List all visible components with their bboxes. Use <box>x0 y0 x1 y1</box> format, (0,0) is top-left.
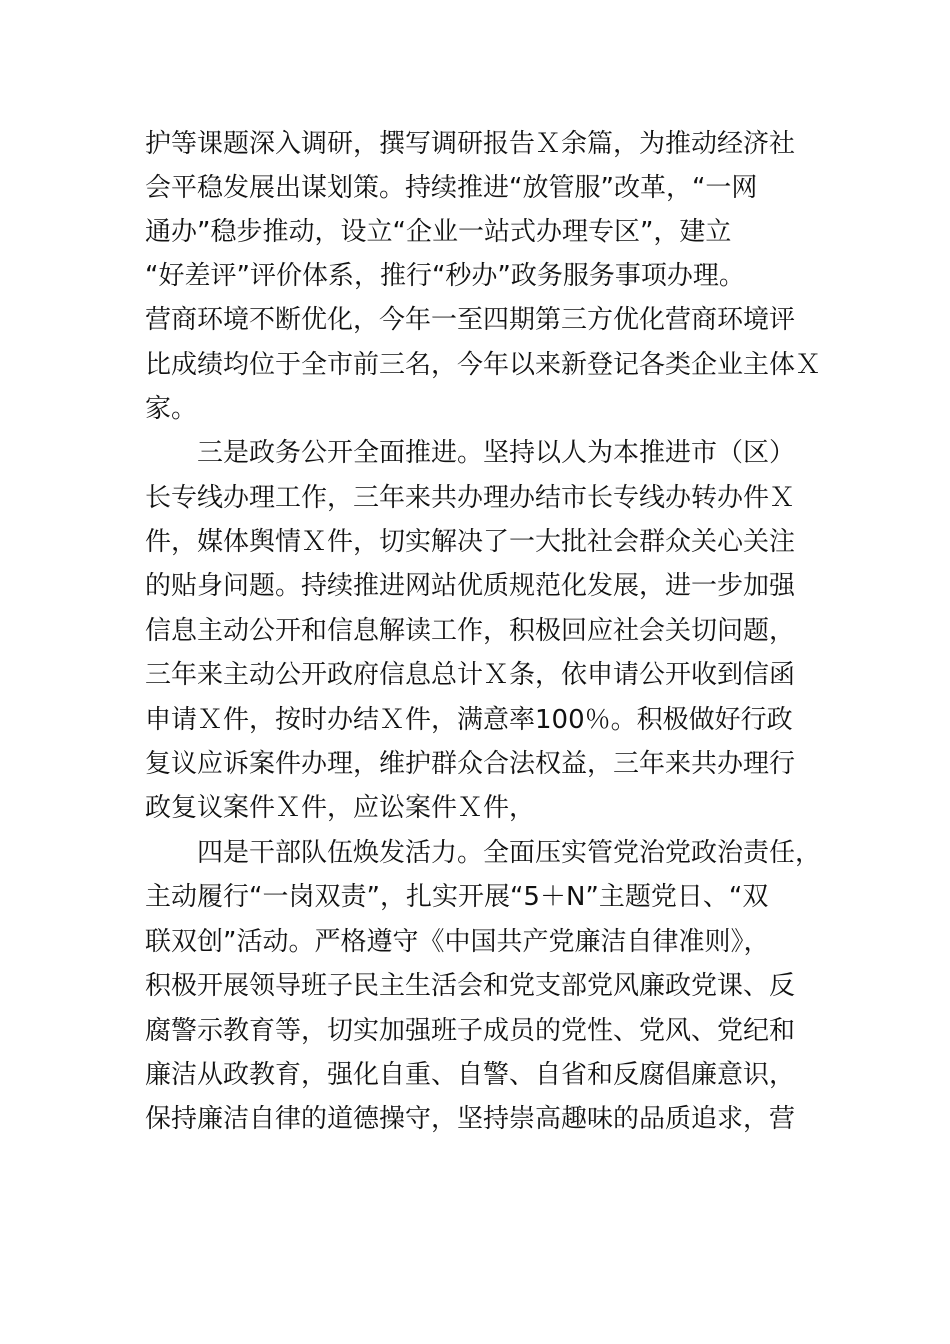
paragraph-2-line-5: 信息主动公开和信息解读工作，积极回应社会关切问题， <box>145 616 796 646</box>
paragraph-3-line-5: 腐警示教育等，切实加强班子成员的党性、党风、党纪和 <box>145 1016 796 1046</box>
paragraph-1-line-7: 家。 <box>145 394 198 424</box>
paragraph-3-heading-line: 四是干部队伍焕发活力。全面压实管党治党政治责任， <box>197 838 822 868</box>
paragraph-1-line-3: 通办”稳步推动，设立“企业一站式办理专区”，建立 <box>145 217 732 247</box>
paragraph-2-heading-line: 三是政务公开全面推进。坚持以人为本推进市（区） <box>197 438 796 468</box>
paragraph-1-line-5: 营商环境不断优化，今年一至四期第三方优化营商环境评 <box>145 305 796 335</box>
paragraph-1-line-2: 会平稳发展出谋划策。持续推进“放管服”改革，“一网 <box>145 173 758 203</box>
paragraph-2-line-8: 复议应诉案件办理，维护群众合法权益，三年来共办理行 <box>145 749 796 779</box>
paragraph-2-line-3: 件，媒体舆情Ｘ件，切实解决了一大批社会群众关心关注 <box>145 527 796 557</box>
paragraph-2-line-7: 申请Ｘ件，按时办结Ｘ件，满意率100％。积极做好行政 <box>145 705 793 735</box>
paragraph-2-line-9: 政复议案件Ｘ件，应讼案件Ｘ件， <box>145 793 536 823</box>
paragraph-2-line-4: 的贴身问题。持续推进网站优质规范化发展，进一步加强 <box>145 571 796 601</box>
paragraph-2-line-2: 长专线办理工作，三年来共办理办结市长专线办转办件Ｘ <box>145 483 796 513</box>
paragraph-1-line-6: 比成绩均位于全市前三名，今年以来新登记各类企业主体Ｘ <box>145 350 822 380</box>
paragraph-1-line-1: 护等课题深入调研，撰写调研报告Ｘ余篇，为推动经济社 <box>145 129 796 159</box>
paragraph-3-line-4: 积极开展领导班子民主生活会和党支部党风廉政党课、反 <box>145 971 796 1001</box>
paragraph-3-line-7: 保持廉洁自律的道德操守，坚持崇高趣味的品质追求，营 <box>145 1104 796 1134</box>
paragraph-3-line-3: 联双创”活动。严格遵守《中国共产党廉洁自律准则》， <box>145 927 770 957</box>
paragraph-3-line-2: 主动履行“一岗双责”，扎实开展“5＋N”主题党日、“双 <box>145 882 769 912</box>
paragraph-1-line-4: “好差评”评价体系，推行“秒办”政务服务事项办理。 <box>145 261 745 291</box>
paragraph-2-line-6: 三年来主动公开政府信息总计Ｘ条，依申请公开收到信函 <box>145 660 796 690</box>
paragraph-3-line-6: 廉洁从政教育，强化自重、自警、自省和反腐倡廉意识， <box>145 1060 796 1090</box>
